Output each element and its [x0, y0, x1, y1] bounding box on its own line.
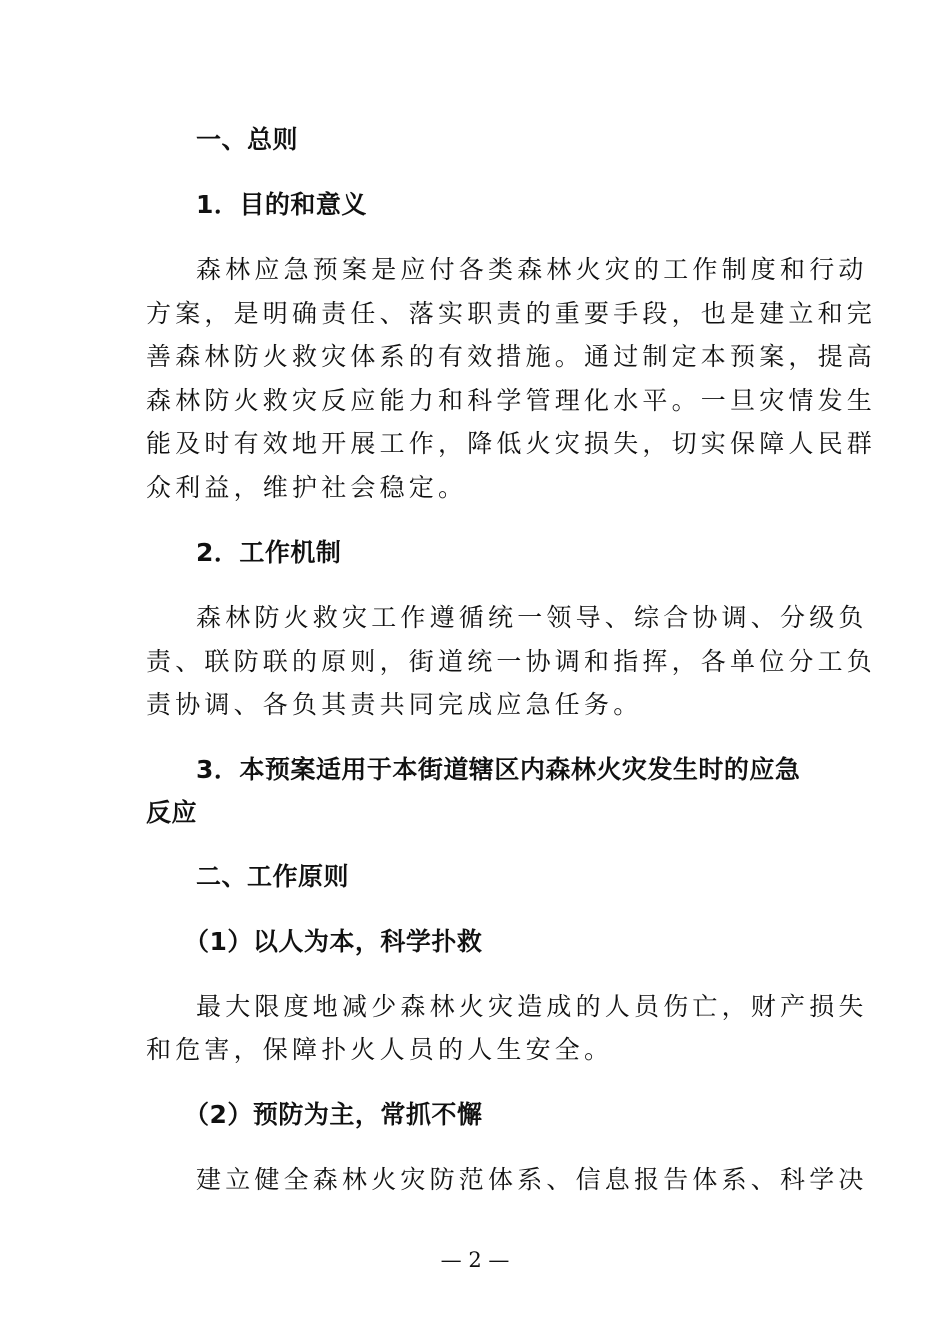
paragraph-line: 责、联防联的原则，街道统一协调和指挥，各单位分工负 [146, 647, 877, 676]
paragraph-line: 众利益，维护社会稳定。 [146, 473, 468, 502]
section-heading-principles: 二、工作原则 [196, 862, 350, 891]
subheading-purpose: 1．目的和意义 [196, 190, 367, 219]
page-number: — 2 — [440, 1248, 510, 1272]
subheading-mechanism: 2．工作机制 [196, 538, 342, 567]
paragraph-line: 善森林防火救灾体系的有效措施。通过制定本预案，提高 [146, 342, 877, 371]
paragraph-line: 森林防火救灾反应能力和科学管理化水平。一旦灾情发生 [146, 386, 877, 415]
paragraph-line: 和危害，保障扑火人员的人生安全。 [146, 1035, 614, 1064]
subheading-scope-continued: 反应 [146, 798, 198, 827]
paragraph-line: 方案，是明确责任、落实职责的重要手段，也是建立和完 [146, 299, 877, 328]
paragraph-line: 责协调、各负其责共同完成应急任务。 [146, 690, 643, 719]
paragraph-line: 能及时有效地开展工作，降低火灾损失，切实保障人民群 [146, 429, 877, 458]
principle-heading-1: （1）以人为本，科学扑救 [184, 927, 483, 956]
subheading-scope: 3．本预案适用于本街道辖区内森林火灾发生时的应急 [196, 755, 801, 784]
paragraph-line: 最大限度地减少森林火灾造成的人员伤亡，财产损失 [196, 992, 868, 1021]
paragraph-line: 森林应急预案是应付各类森林火灾的工作制度和行动 [196, 255, 868, 284]
section-heading-general: 一、总则 [196, 125, 299, 154]
paragraph-line: 森林防火救灾工作遵循统一领导、综合协调、分级负 [196, 603, 868, 632]
paragraph-line: 建立健全森林火灾防范体系、信息报告体系、科学决 [196, 1165, 868, 1194]
principle-heading-2: （2）预防为主，常抓不懈 [184, 1100, 483, 1129]
